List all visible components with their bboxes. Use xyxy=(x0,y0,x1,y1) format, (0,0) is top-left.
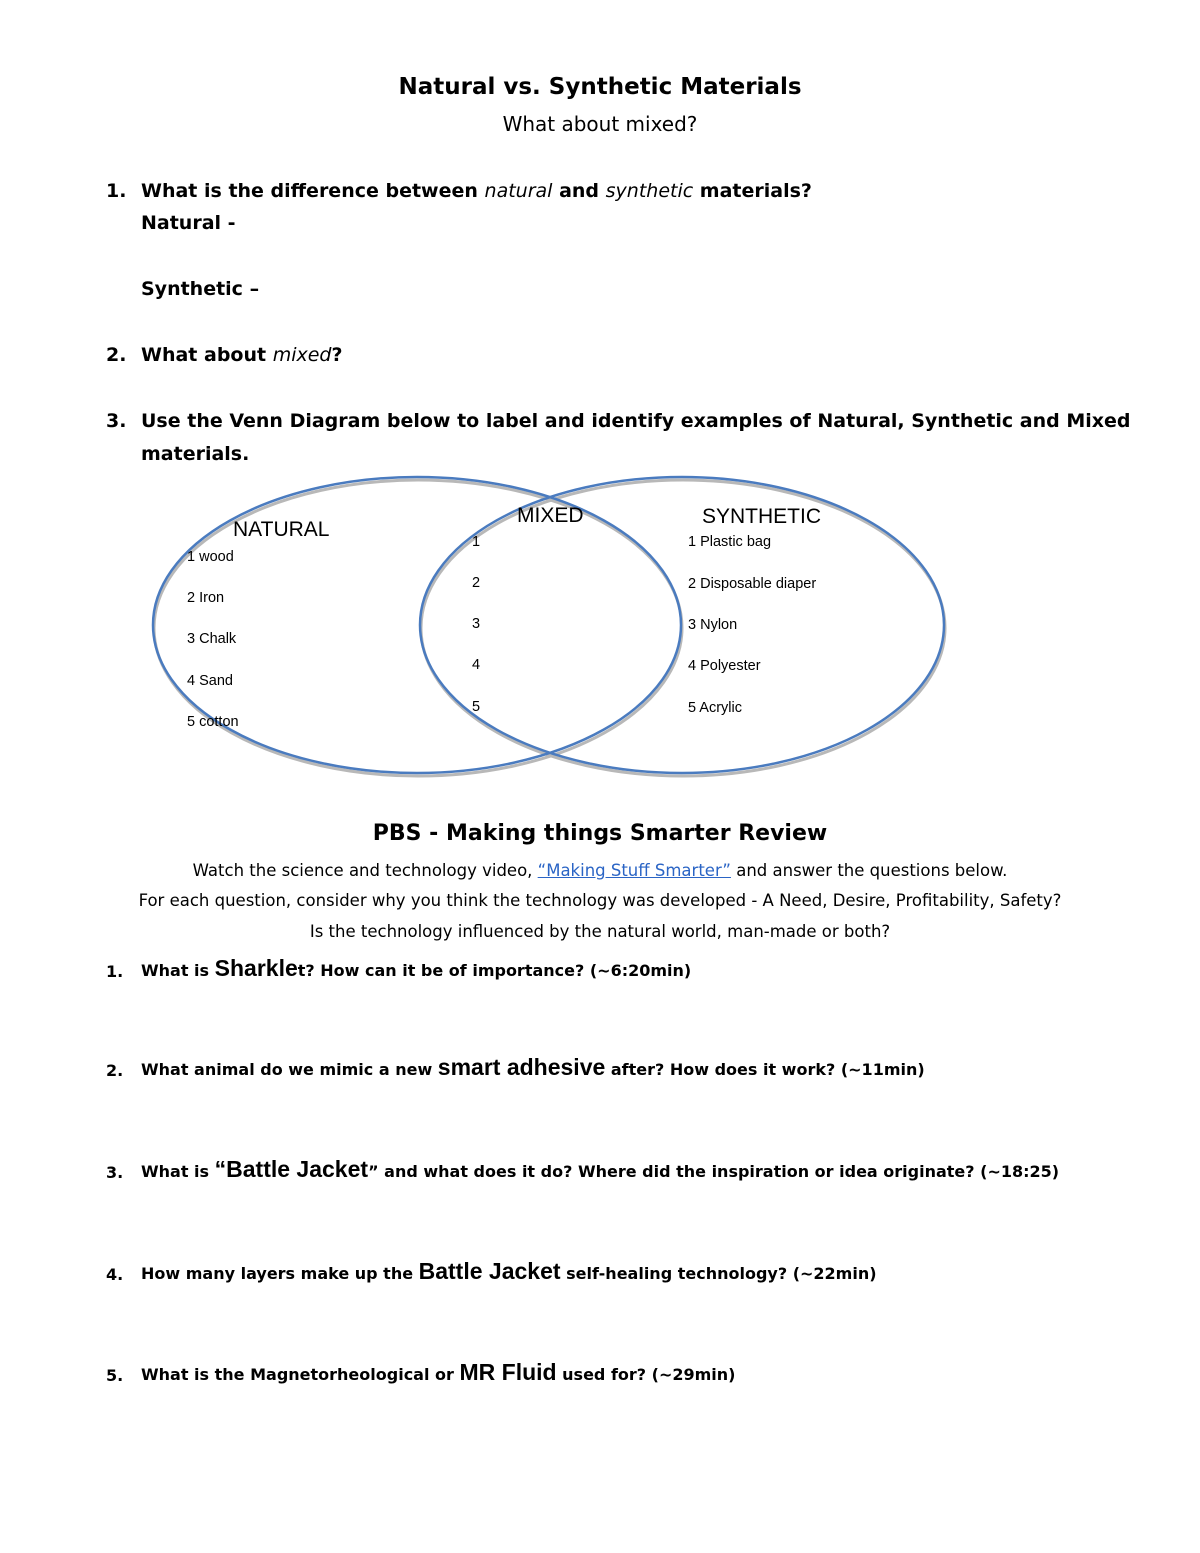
venn-synthetic-item: 3 Nylon xyxy=(688,617,738,633)
venn-mixed-item: 2 xyxy=(472,575,481,591)
venn-synthetic-item: 1 Plastic bag xyxy=(688,534,772,550)
venn-natural-label: NATURAL xyxy=(233,518,330,541)
question-2-em-mixed: mixed xyxy=(272,344,332,366)
question-2-pre: What about xyxy=(141,344,273,366)
question-3-number: 3. xyxy=(106,410,127,432)
venn-natural-item: 2 Iron xyxy=(187,590,225,606)
section-intro-line-3: Is the technology influenced by the natural world, man-made or both? xyxy=(309,922,891,941)
pbs-question-post: ” and what does it do? Where did the inspiration or idea originate? (~18:25) xyxy=(368,1162,1060,1181)
question-1-mid: and xyxy=(552,180,606,202)
intro-text: Watch the science and technology video, xyxy=(192,861,538,880)
pbs-question-post: t? How can it be of importance? (~6:20min) xyxy=(297,961,692,980)
pbs-question-keyword: Sharkle xyxy=(214,955,298,981)
question-1-pre: What is the difference between xyxy=(141,180,485,202)
venn-mixed-label: MIXED xyxy=(517,504,584,527)
pbs-question-3 xyxy=(141,1156,1059,1183)
natural-answer-label: Natural - xyxy=(141,212,236,234)
pbs-question-number: 4. xyxy=(106,1265,124,1284)
pbs-question-post: after? How does it work? (~11min) xyxy=(605,1060,925,1079)
pbs-question-5 xyxy=(141,1359,735,1386)
pbs-question-pre: What is xyxy=(141,961,215,980)
venn-mixed-item: 5 xyxy=(472,699,481,715)
venn-synthetic-item: 4 Polyester xyxy=(688,658,761,674)
venn-synthetic-item: 5 Acrylic xyxy=(688,700,742,716)
pbs-question-4 xyxy=(141,1258,877,1285)
venn-natural-item: 3 Chalk xyxy=(187,631,237,647)
pbs-question-keyword: Battle Jacket xyxy=(418,1258,561,1284)
venn-synthetic-label: SYNTHETIC xyxy=(702,505,822,528)
venn-mixed-item: 3 xyxy=(472,616,481,632)
pbs-question-keyword: MR Fluid xyxy=(459,1359,557,1385)
pbs-question-post: used for? (~29min) xyxy=(556,1365,736,1384)
pbs-question-number: 5. xyxy=(106,1366,124,1385)
intro-text: and answer the questions below. xyxy=(730,861,1008,880)
question-1-em-synthetic: synthetic xyxy=(605,180,694,202)
venn-mixed-item: 1 xyxy=(472,534,481,550)
venn-natural-item: 5 cotton xyxy=(187,714,239,730)
question-3-line-1: Use the Venn Diagram below to label and identify examples of Natural, Synthetic and Mixed xyxy=(141,410,1131,432)
page-subtitle: What about mixed? xyxy=(502,112,698,136)
pbs-question-pre: What animal do we mimic a new xyxy=(141,1060,438,1079)
question-1-number: 1. xyxy=(106,180,127,202)
video-link[interactable]: “Making Stuff Smarter” xyxy=(537,861,731,880)
pbs-question-1 xyxy=(141,955,691,982)
pbs-question-pre: What is xyxy=(141,1162,215,1181)
question-2-post: ? xyxy=(331,344,343,366)
section-title: PBS - Making things Smarter Review xyxy=(372,821,828,846)
pbs-question-post: self-healing technology? (~22min) xyxy=(560,1264,877,1283)
pbs-question-pre: What is the Magnetorheological or xyxy=(141,1365,460,1384)
question-1-em-natural: natural xyxy=(484,180,553,202)
pbs-question-keyword: “Battle Jacket xyxy=(214,1156,369,1182)
venn-natural-item: 4 Sand xyxy=(187,673,233,689)
pbs-question-pre: How many layers make up the xyxy=(141,1264,419,1283)
question-1-post: materials? xyxy=(693,180,812,202)
section-intro-line-2: For each question, consider why you think the technology was developed - A Need, Desire, Profitability, Safety? xyxy=(138,891,1062,910)
pbs-question-2 xyxy=(141,1054,925,1081)
pbs-question-number: 2. xyxy=(106,1061,124,1080)
venn-mixed-item: 4 xyxy=(472,657,481,673)
question-3-line-2: materials. xyxy=(141,443,250,465)
pbs-question-keyword: smart adhesive xyxy=(437,1054,606,1080)
venn-synthetic-item: 2 Disposable diaper xyxy=(688,576,817,592)
pbs-question-number: 1. xyxy=(106,962,124,981)
section-intro-line-1 xyxy=(0,861,1200,880)
venn-natural-item: 1 wood xyxy=(187,549,234,565)
page-title: Natural vs. Synthetic Materials xyxy=(398,74,802,100)
pbs-question-number: 3. xyxy=(106,1163,124,1182)
synthetic-answer-label: Synthetic – xyxy=(141,278,260,300)
question-2-number: 2. xyxy=(106,344,127,366)
